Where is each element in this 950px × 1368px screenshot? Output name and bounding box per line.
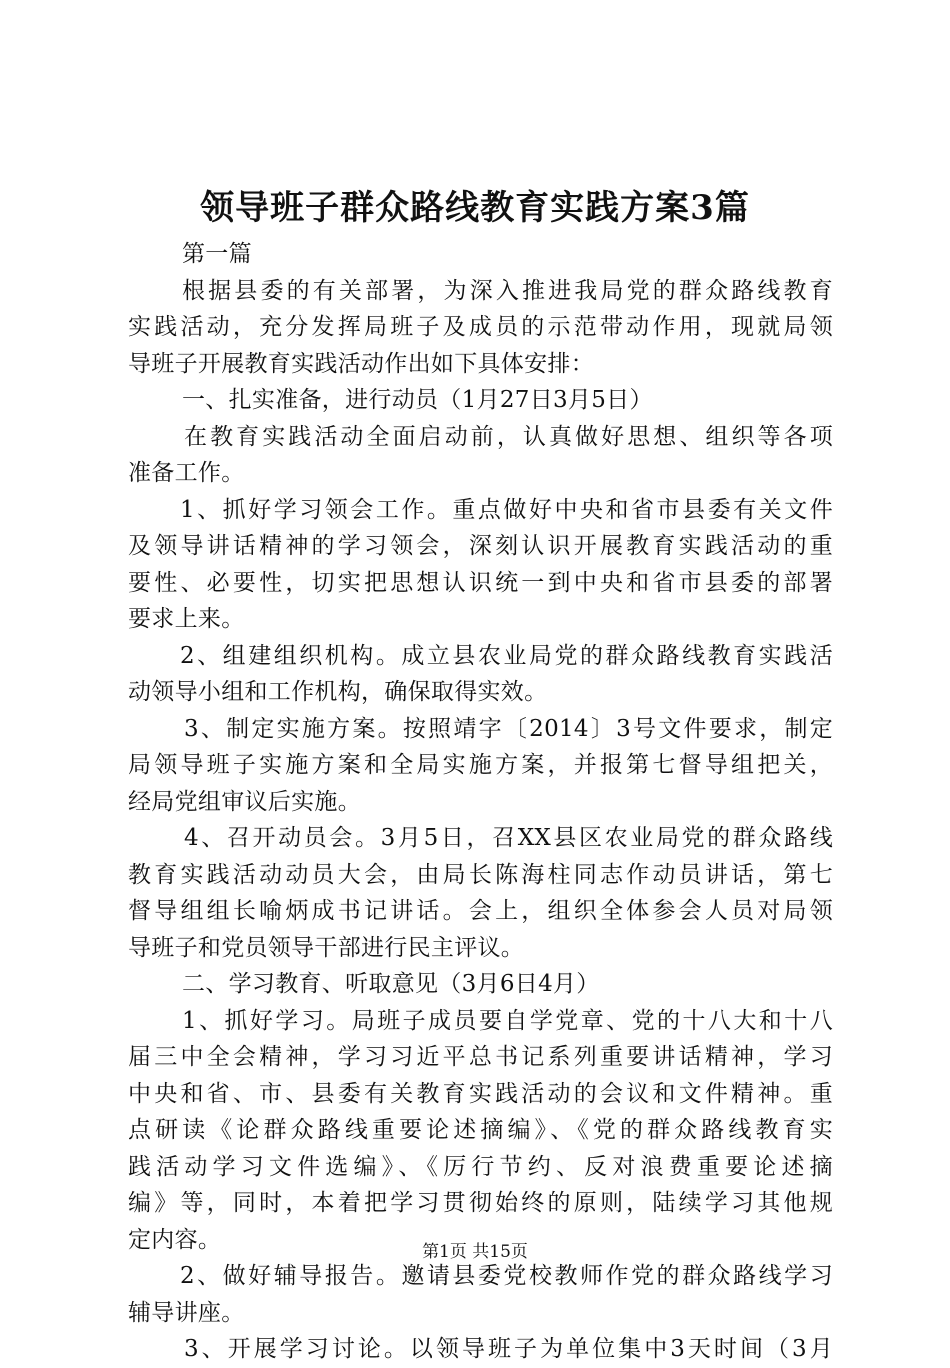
paragraph-line: 根据县委的有关部署，为深入推进我局党的群众路线教育: [182, 277, 833, 304]
paragraph-line: 在教育实践活动全面启动前，认真做好思想、组织等各项: [184, 423, 833, 450]
paragraph-line: 定内容。: [128, 1226, 222, 1253]
paragraph-line: 准备工作。: [128, 460, 245, 486]
document-title: 领导班子群众路线教育实践方案3篇: [200, 188, 750, 228]
paragraph-line: 辅导讲座。: [128, 1299, 245, 1326]
paragraph-line: 3、制定实施方案。按照靖字〔2014〕3号文件要求，制定: [184, 715, 833, 742]
paragraph-line: 编》等，同时，本着把学习贯彻始终的原则，陆续学习其他规: [128, 1190, 833, 1216]
paragraph-line: 及领导讲话精神的学习领会，深刻认识开展教育实践活动的重: [128, 533, 833, 559]
paragraph-line: 要求上来。: [128, 606, 245, 632]
paragraph-line: 届三中全会精神，学习习近平总书记系列重要讲话精神，学习: [128, 1044, 833, 1070]
paragraph-line: 3、开展学习讨论。以领导班子为单位集中3天时间（3月: [184, 1336, 833, 1362]
paragraph-line: 1、抓好学习领会工作。重点做好中央和省市县委有关文件: [180, 496, 833, 523]
page-number: 第1页 共15页: [422, 1242, 528, 1262]
paragraph-line: 督导组组长喻炳成书记讲话。会上，组织全体参会人员对局领: [128, 898, 833, 924]
paragraph-line: 中央和省、市、县委有关教育实践活动的会议和文件精神。重: [128, 1080, 833, 1107]
paragraph-line: 实践活动，充分发挥局班子及成员的示范带动作用，现就局领: [128, 314, 833, 340]
paragraph-line: 局领导班子实施方案和全局实施方案，并报第七督导组把关，: [128, 752, 833, 778]
section-heading: 第一篇: [182, 241, 252, 267]
subsection-heading: 二、学习教育、听取意见（3月6日4月）: [182, 971, 600, 997]
paragraph-line: 动领导小组和工作机构，确保取得实效。: [128, 679, 548, 705]
paragraph-line: 导班子开展教育实践活动作出如下具体安排：: [128, 350, 594, 377]
paragraph-line: 点研读《论群众路线重要论述摘编》、《党的群众路线教育实: [128, 1117, 833, 1143]
paragraph-line: 教育实践活动动员大会，由局长陈海柱同志作动员讲话，第七: [128, 861, 833, 888]
document-body: [128, 236, 833, 1368]
paragraph-line: 4、召开动员会。3月5日，召XX县区农业局党的群众路线: [184, 825, 833, 851]
paragraph-line: 导班子和党员领导干部进行民主评议。: [128, 934, 525, 961]
paragraph-line: 践活动学习文件选编》、《厉行节约、反对浪费重要论述摘: [128, 1153, 833, 1180]
paragraph-line: 2、做好辅导报告。邀请县委党校教师作党的群众路线学习: [180, 1263, 833, 1289]
paragraph-line: 要性、必要性，切实把思想认识统一到中央和省市县委的部署: [128, 569, 833, 596]
paragraph-line: 1、抓好学习。局班子成员要自学党章、党的十八大和十八: [182, 1007, 833, 1034]
paragraph-line: 2、组建组织机构。成立县农业局党的群众路线教育实践活: [180, 642, 833, 669]
paragraph-line: 经局党组审议后实施。: [128, 788, 361, 815]
subsection-heading: 一、扎实准备，进行动员（1月27日3月5日）: [182, 387, 653, 413]
